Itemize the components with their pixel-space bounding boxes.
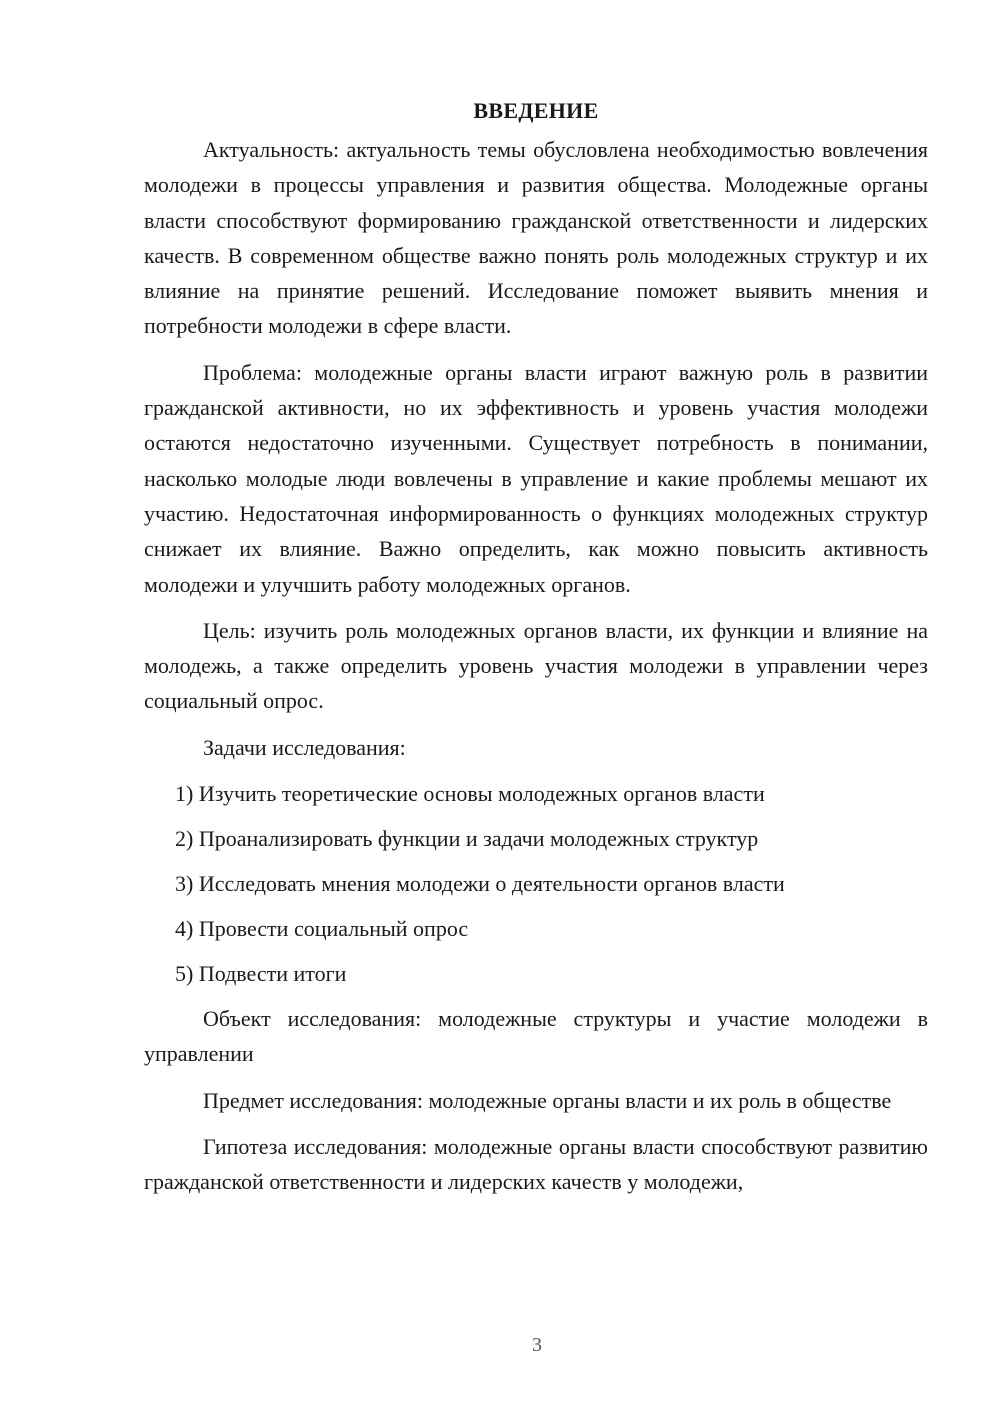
paragraph-goal: Цель: изучить роль молодежных органов власти, их функции и влияние на молодежь, а также определить уровень участия молодежи в управлении через социальный опрос. xyxy=(144,617,928,714)
list-item: 2) Проанализировать функции и задачи молодежных структур xyxy=(175,826,759,852)
list-item: 1) Изучить теоретические основы молодежных органов власти xyxy=(175,781,765,807)
paragraph-object: Объект исследования: молодежные структуры и участие молодежи в управлении xyxy=(144,1006,928,1067)
paragraph-subject: Предмет исследования: молодежные органы власти и их роль в обществе xyxy=(203,1087,892,1113)
paragraph-hypothesis: Гипотеза исследования: молодежные органы власти способствуют развитию гражданской ответственности и лидерских качеств у молодежи, xyxy=(144,1133,928,1195)
document-page xyxy=(144,96,928,1211)
paragraph-relevance: Актуальность: актуальность темы обусловлена необходимостью вовлечения молодежи в процессы управления и развития общества. Молодежные органы власти способствуют формированию гражданской ответственности и лидерских качеств. В современном обществе важно понять роль молодежных структур и их влияние на принятие решений. Исследование поможет выявить мнения и потребности молодежи в сфере власти. xyxy=(144,137,928,339)
list-item: 4) Провести социальный опрос xyxy=(175,916,469,942)
paragraph-tasks-heading: Задачи исследования: xyxy=(203,734,406,760)
page-number: 3 xyxy=(532,1334,542,1356)
list-item: 5) Подвести итоги xyxy=(175,961,347,987)
section-title: ВВЕДЕНИЕ xyxy=(473,98,599,123)
paragraph-problem: Проблема: молодежные органы власти играют важную роль в развитии гражданской активности, но их эффективность и уровень участия молодежи остаются недостаточно изученными. Существует потребность в понимании, насколько молодые люди вовлечены в управление и какие проблемы мешают их участию. Недостаточная информированность о функциях молодежных структур снижает их влияние. Важно определить, как можно повысить активность молодежи и улучшить работу молодежных органов. xyxy=(144,359,928,597)
task-list xyxy=(144,776,928,991)
list-item: 3) Исследовать мнения молодежи о деятельности органов власти xyxy=(175,871,785,897)
